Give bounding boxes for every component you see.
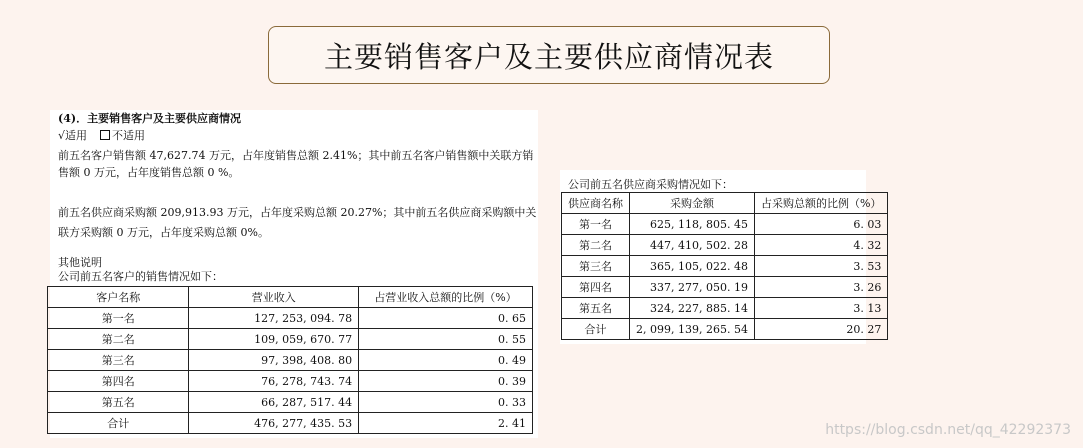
ratio-cell: 6. 03	[754, 214, 887, 235]
column-header: 客户名称	[48, 287, 189, 308]
revenue-cell: 66, 287, 517. 44	[189, 392, 359, 413]
table-row	[562, 235, 888, 256]
revenue-cell: 76, 278, 743. 74	[189, 371, 359, 392]
ratio-cell: 0. 33	[359, 392, 533, 413]
supplier-name-cell: 第一名	[562, 214, 630, 235]
ratio-cell: 0. 55	[359, 329, 533, 350]
supplier-paragraph-line-1: 前五名供应商采购额 209,913.93 万元，占年度采购总额 20.27%；其中前五名供应商采购额中关	[58, 206, 537, 219]
table-row	[48, 413, 533, 434]
checkbox-icon	[100, 130, 110, 140]
table-row	[562, 298, 888, 319]
supplier-name-cell: 第三名	[562, 256, 630, 277]
not-applicable-label: 不适用	[112, 129, 146, 142]
purchase-amount-cell: 447, 410, 502. 28	[630, 235, 755, 256]
total-revenue-cell: 476, 277, 435. 53	[189, 413, 359, 434]
purchase-amount-cell: 337, 277, 050. 19	[630, 277, 755, 298]
column-header: 占营业收入总额的比例（%）	[359, 287, 533, 308]
table-row	[48, 308, 533, 329]
page-title	[268, 26, 830, 84]
total-label-cell: 合计	[48, 413, 189, 434]
page-title-text: 主要销售客户及主要供应商情况表	[323, 39, 774, 74]
suppliers-table	[561, 192, 888, 340]
ratio-cell: 4. 32	[754, 235, 887, 256]
customer-name-cell: 第三名	[48, 350, 189, 371]
table-header-row	[562, 193, 888, 214]
customers-caption: 公司前五名客户的销售情况如下：	[58, 270, 223, 283]
purchase-amount-cell: 365, 105, 022. 48	[630, 256, 755, 277]
column-header: 营业收入	[189, 287, 359, 308]
sales-paragraph-line-1: 前五名客户销售额 47,627.74 万元，占年度销售总额 2.41%；其中前五名客户销售额中关联方销	[58, 149, 534, 162]
table-header-row	[48, 287, 533, 308]
revenue-cell: 97, 398, 408. 80	[189, 350, 359, 371]
supplier-name-cell: 第二名	[562, 235, 630, 256]
supplier-paragraph-line-2: 联方采购额 0 万元，占年度采购总额 0%。	[58, 226, 269, 239]
table-row	[48, 392, 533, 413]
purchase-amount-cell: 324, 227, 885. 14	[630, 298, 755, 319]
column-header: 供应商名称	[562, 193, 630, 214]
purchase-amount-cell: 625, 118, 805. 45	[630, 214, 755, 235]
total-purchase-cell: 2, 099, 139, 265. 54	[630, 319, 755, 340]
revenue-cell: 109, 059, 670. 77	[189, 329, 359, 350]
table-row	[562, 256, 888, 277]
table-row	[48, 371, 533, 392]
supplier-name-cell: 第四名	[562, 277, 630, 298]
ratio-cell: 3. 13	[754, 298, 887, 319]
watermark: https://blog.csdn.net/qq_42292373	[825, 422, 1071, 438]
supplier-name-cell: 第五名	[562, 298, 630, 319]
suppliers-caption: 公司前五名供应商采购情况如下：	[568, 178, 733, 191]
ratio-cell: 0. 49	[359, 350, 533, 371]
sales-paragraph-line-2: 售额 0 万元，占年度销售总额 0 %。	[58, 166, 240, 179]
table-row	[48, 350, 533, 371]
other-note: 其他说明	[58, 256, 102, 269]
total-ratio-cell: 20. 27	[754, 319, 887, 340]
applicable-checked-label: √适用	[58, 129, 88, 142]
ratio-cell: 3. 53	[754, 256, 887, 277]
ratio-cell: 0. 39	[359, 371, 533, 392]
applicability-line	[58, 129, 145, 143]
customer-name-cell: 第四名	[48, 371, 189, 392]
total-ratio-cell: 2. 41	[359, 413, 533, 434]
revenue-cell: 127, 253, 094. 78	[189, 308, 359, 329]
customer-name-cell: 第一名	[48, 308, 189, 329]
section-heading: (4)．主要销售客户及主要供应商情况	[58, 112, 242, 125]
ratio-cell: 3. 26	[754, 277, 887, 298]
customers-table	[47, 286, 533, 434]
customer-name-cell: 第二名	[48, 329, 189, 350]
table-row	[48, 329, 533, 350]
table-row	[562, 214, 888, 235]
ratio-cell: 0. 65	[359, 308, 533, 329]
table-row	[562, 319, 888, 340]
column-header: 占采购总额的比例（%）	[754, 193, 887, 214]
table-row	[562, 277, 888, 298]
customer-name-cell: 第五名	[48, 392, 189, 413]
column-header: 采购金额	[630, 193, 755, 214]
total-label-cell: 合计	[562, 319, 630, 340]
